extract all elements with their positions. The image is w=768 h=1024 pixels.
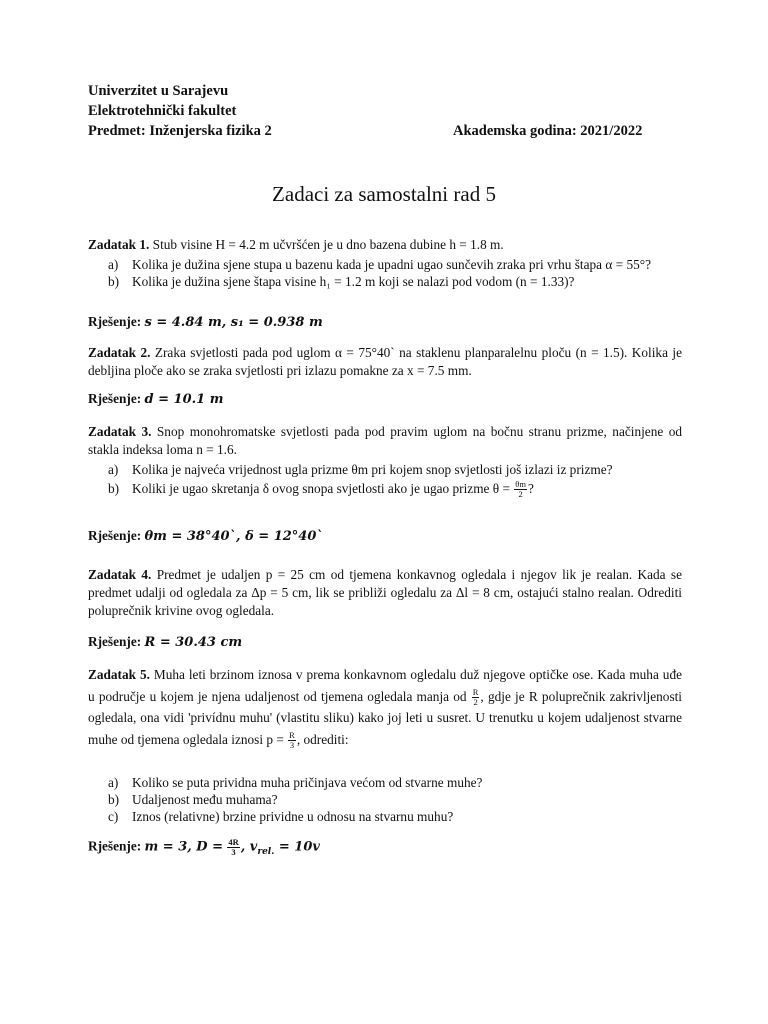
task-4-statement [88,566,682,620]
item-label: b) [108,792,120,807]
answer-value: d = 10.1 m [144,392,224,407]
task-5-text-3: , odrediti: [296,731,349,747]
task-5b-text: Udaljenost među muhama? [132,792,278,807]
fraction-denominator: 3 [231,847,236,857]
task-5-text-1: Muha leti brzinom iznosa v prema konkavnom ogledalu duž njegove optičke ose. Kada muha uđe u područje u kojem je njena udaljenost od tjemena ogledala manja od [88,667,682,704]
answer-label: Rješenje: [88,634,142,649]
task-3b-text [132,480,682,499]
page-title: Zadaci za samostalni rad 5 [272,182,496,206]
fraction-numerator: θm [515,479,526,490]
task-5a-text: Koliko se puta prividna muha pričinjava većom od stvarne muhe? [132,775,483,790]
answer-value: s = 4.84 m, s₁ = 0.938 m [144,315,323,330]
task-2-answer [88,391,223,407]
list-item [108,791,682,808]
faculty-name: Elektrotehnički fakultet [88,103,237,119]
task-3-label: Zadatak 3. [88,424,152,439]
item-label: c) [108,809,119,824]
list-item [108,774,682,791]
task-1b-text: Kolika je dužina sjene štapa visine h₁ = 1.2 m koji se nalazi pod vodom (n = 1.33)? [132,274,575,289]
item-label: a) [108,775,119,790]
task-1-statement [88,236,682,254]
item-label: a) [108,257,119,272]
item-label: b) [108,274,120,289]
list-item [108,461,682,478]
academic-year: Akademska godina: 2021/2022 [453,123,643,139]
task-5c-text: Iznos (relativne) brzine prividne u odnosu na stvarnu muhu? [132,809,454,824]
answer-value-part-3: = 10v [274,839,320,855]
task-3-answer [88,528,323,544]
list-item [108,808,682,825]
answer-value-part-2: , v [240,839,258,855]
task-5-label: Zadatak 5. [88,667,150,682]
task-3a-text: Kolika je najveća vrijednost ugla prizme θm pri kojem snop svjetlosti još izlazi iz prizme? [132,462,613,477]
fraction [288,731,296,750]
subject-name: Predmet: Inženjerska fizika 2 [88,123,272,139]
fraction-denominator: 2 [473,696,478,707]
task-4-label: Zadatak 4. [88,567,152,582]
task-1-subquestions [108,256,682,290]
task-5-answer [88,838,320,857]
fraction [472,688,480,707]
task-1-label: Zadatak 1. [88,237,150,252]
task-3b-pre: Koliki je ugao skretanja δ ovog snopa svjetlosti ako je ugao prizme θ = [132,481,510,496]
answer-value: R = 30.43 cm [144,635,243,650]
task-3-statement [88,423,682,459]
task-3-subquestions [108,461,682,499]
fraction-numerator: R [289,729,295,740]
answer-value-part-1: m = 3, D = [144,839,223,855]
task-4-text: Predmet je udaljen p = 25 cm od tjemena konkavnog ogledala i njegov lik je realan. Kada se predmet udalji od ogledala za Δp = 5 cm, lik se približi ogledalu za Δl = 8 cm, ostajući stalno realan. Odrediti poluprečnik krivine ovog ogledala. [88,567,682,618]
item-label: a) [108,462,119,477]
item-label: b) [108,481,120,496]
answer-value: θm = 38°40`, δ = 12°40` [144,529,323,544]
fraction-denominator: 3 [289,739,295,750]
fraction [514,480,527,499]
task-2-label: Zadatak 2. [88,345,151,360]
task-4-answer [88,634,242,650]
task-5-text-2: , gdje je R poluprečnik zakrivljenosti ogledala, ona vidi 'privídnu muhu' (vlastitu sliku) kako joj leti u susret. U trenutku u kojem udaljenost stvarne muhe od tjemena ogledala iznosi p = [88,688,683,747]
answer-label: Rješenje: [88,314,142,329]
task-3b-post: ? [527,481,534,496]
answer-label: Rješenje: [88,838,142,854]
answer-subscript: rel. [257,847,275,858]
answer-label: Rješenje: [88,391,142,406]
fraction [227,838,239,857]
task-3-text: Snop monohromatske svjetlosti pada pod pravim uglom na bočnu stranu prizme, načinjene od stakla indeksa loma n = 1.6. [88,424,682,457]
task-5-statement [88,664,682,750]
task-1a-text: Kolika je dužina sjene stupa u bazenu kada je upadni ugao sunčevih zraka pri vrhu štapa α = 55°? [132,257,651,272]
task-2-text: Zraka svjetlosti pada pod uglom α = 75°40` na staklenu planparalelnu ploču (n = 1.5). Kolika je debljina ploče ako se zraka svjetlosti pri izlazu pomakne za x = 7.5 mm. [88,345,682,378]
list-item [108,256,682,273]
list-item [108,480,682,499]
task-2-statement [88,344,682,380]
fraction-numerator: 4R [228,837,239,847]
answer-label: Rješenje: [88,528,142,543]
task-5-subquestions [108,774,682,825]
fraction-numerator: R [472,686,479,697]
task-1-answer [88,314,323,330]
university-name: Univerzitet u Sarajevu [88,83,229,99]
task-1-text: Stub visine H = 4.2 m učvršćen je u dno bazena dubine h = 1.8 m. [152,237,504,252]
fraction-denominator: 2 [518,489,523,500]
list-item [108,273,682,290]
